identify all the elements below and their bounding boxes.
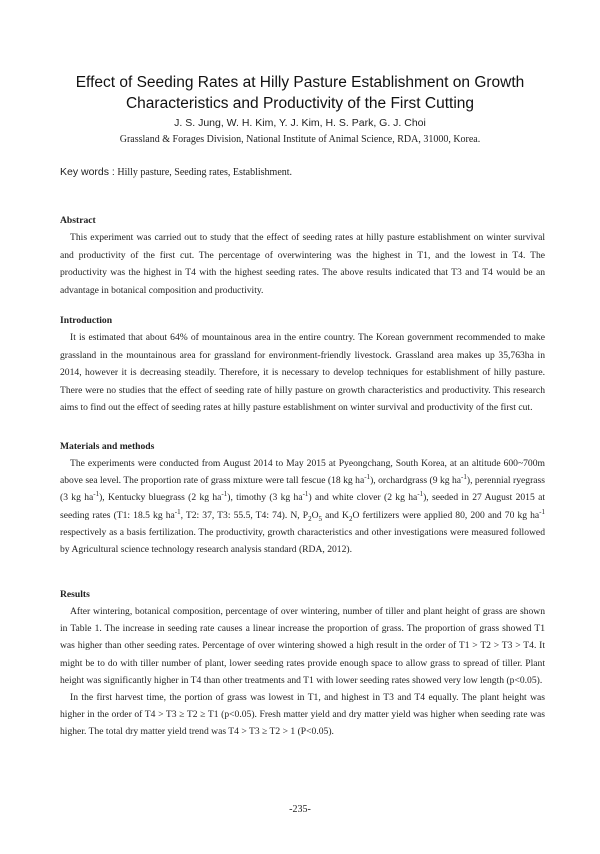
page-number: -235- xyxy=(289,804,311,815)
keywords-text: Hilly pasture, Seeding rates, Establishment. xyxy=(117,167,293,178)
results-paragraph-2: In the first harvest time, the portion of grass was lowest in T1, and highest in T3 and T4 equally. The plant height was higher in the order of T4 > T3 ≥ T2 ≥ T1 (p<0.05). Fresh matter yield and dry matter yield was higher when seeding rate was higher. The total dry matter yield trend was T4 > T3 ≥ T2 > 1 (P<0.05). xyxy=(60,692,545,738)
methods-text: The experiments were conducted from August 2014 to May 2015 at Pyeongchang, South Korea, at an altitude 600~700m above sea level. The proportion rate of grass mixture were tall fescue (18 kg $ha^{-1}$), orchardgrass (9 kg $ha^{-1}$), perennial ryegrass (3 kg $ha^{-1}$), Kentucky bluegrass (2 kg $ha^{-1}$), timothy (3 kg $ha^{-1}$) and white clover (2 kg $ha^{-1}$), seeded in 27 August 2015 at seeding rates (T1: 18.5 kg $ha^{-1}$, T2: 37, T3: 55.5, T4: 74). N, $P_2O_5$ and $K_2O$ fertilizers were applied 80, 200 and 70 kg $ha^{-1}$ respectively as a basis fertilization. The productivity, growth characteristics and other investigations were measured followed by Agricultural science technology research analysis standard (RDA, 2012). xyxy=(60,458,546,556)
introduction-section xyxy=(60,315,545,417)
results-section xyxy=(60,589,545,741)
title-line-1: Effect of Seeding Rates at Hilly Pasture Establishment on Growth xyxy=(75,74,525,91)
keywords-label: Key words : xyxy=(60,166,115,178)
introduction-text: It is estimated that about 64% of mountainous area in the entire country. The Korean government recommended to make grassland in the mountainous area for grassland for environment-friendly livestock. Grassland area makes up 35,763ha in 2014, however it is decreasing steadily. Therefore, it is necessary to develop techniques for establishment of hilly pasture. There were no studies that the effect of seeding rate of hilly pasture on growth characteristics and productivity. This research aims to find out the effect of seeding rates at hilly pasture establishment on winter survival and productivity of the first cut. xyxy=(60,332,545,414)
results-paragraph-1: After wintering, botanical composition, percentage of over wintering, number of tiller and plant height of grass are shown in Table 1. The increase in seeding rate causes a linear increase the proportion of grass. The proportion of grass showed T1 was higher than other seeding rates. Percentage of over wintering showed a high result in the order of T1 > T2 > T3 > T4. It might be to do with tiller number of plant, lower seeding rates provide enough space to allow grass to spread of tiller. Plant height was significantly higher in T4 than other treatments and T1 with lower seeding rates showed very low length (p<0.05). xyxy=(60,606,545,686)
abstract-text: This experiment was carried out to study that the effect of seeding rates at hilly pasture establishment on winter survival and productivity of the first cut. The percentage of overwintering was the highest in T1, and the lowest in T4. The productivity was the highest in T4 with the highest seeding rates. The above results indicated that T3 and T4 would be an advantage in botanical composition and productivity. xyxy=(60,232,545,296)
methods-heading: Materials and methods xyxy=(60,441,155,452)
authors: J. S. Jung, W. H. Kim, Y. J. Kim, H. S. Park, G. J. Choi xyxy=(174,117,426,129)
abstract-heading: Abstract xyxy=(60,215,96,226)
title-line-2: Characteristics and Productivity of the First Cutting xyxy=(125,95,475,112)
methods-section xyxy=(60,441,545,558)
paper-title xyxy=(40,72,560,114)
abstract-section xyxy=(60,215,545,299)
keywords xyxy=(60,166,540,178)
results-heading: Results xyxy=(60,589,90,600)
introduction-heading: Introduction xyxy=(60,315,113,326)
affiliation: Grassland & Forages Division, National Institute of Animal Science, RDA, 31000, Korea. xyxy=(119,134,481,145)
